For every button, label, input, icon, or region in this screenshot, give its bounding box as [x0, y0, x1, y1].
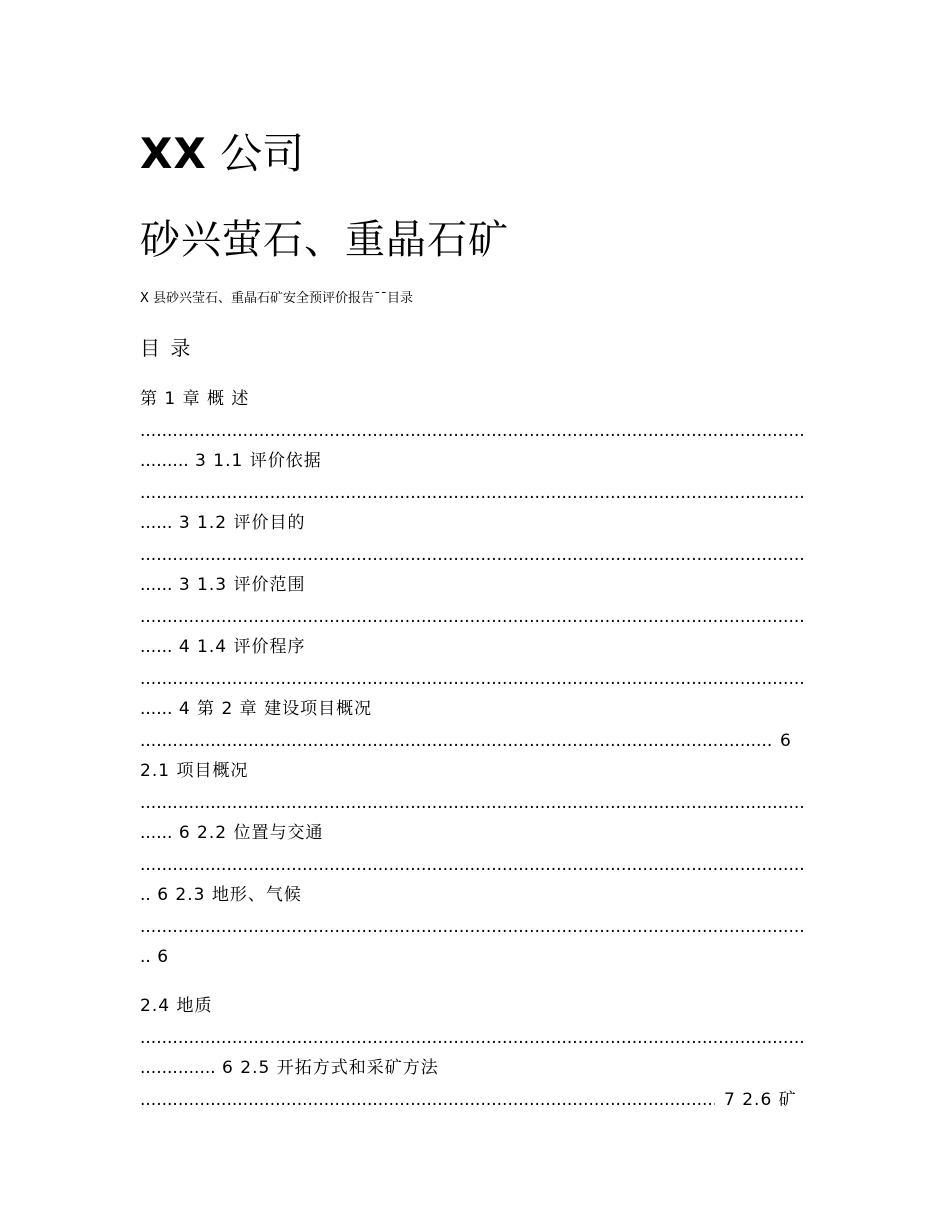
toc-entry-text: 6 2.3 地形、气候 — [150, 885, 302, 905]
toc-leader-dots — [140, 730, 772, 752]
toc-entry-leader: ...... — [140, 637, 173, 657]
toc-leader-dots — [140, 668, 804, 690]
toc-entry-2-1[interactable]: 2.1 项目概况 — [140, 761, 249, 781]
toc-entry-1-4[interactable] — [140, 636, 804, 658]
toc-leader-dots — [140, 792, 804, 814]
toc-entry-1-1[interactable] — [140, 450, 804, 472]
toc-entry-leader: ...... — [140, 513, 173, 533]
toc-entry-text: 4 1.4 评价程序 — [172, 637, 306, 657]
toc-leader-dots — [140, 606, 804, 628]
toc-entry-2-6[interactable]: 7 2.6 矿 — [724, 1090, 797, 1110]
toc-entry-page — [140, 946, 804, 968]
toc-entry-2-2[interactable] — [140, 822, 804, 844]
toc-entry-text: 3 1.1 评价依据 — [188, 451, 322, 471]
toc-entry-leader: ...... — [140, 575, 173, 595]
toc-leader-dots — [140, 544, 804, 566]
toc-entry-text: 3 1.3 评价范围 — [172, 575, 306, 595]
toc-entry-leader: .. — [140, 885, 151, 905]
toc-entry-text: 6 — [150, 947, 170, 967]
toc-entry-2-5[interactable] — [140, 1057, 804, 1079]
toc-leader-dots — [140, 420, 804, 442]
toc-entry-leader: .. — [140, 947, 151, 967]
toc-entry-leader: ......... — [140, 451, 189, 471]
company-title-latin: XX — [140, 129, 207, 178]
company-title-cn: 公司 — [220, 129, 305, 178]
company-title — [140, 128, 304, 180]
toc-page-number: 6 — [780, 731, 792, 751]
toc-entry-1-3[interactable] — [140, 574, 804, 596]
toc-entry-leader: .............. — [140, 1058, 216, 1078]
toc-entry-leader: ...... — [140, 823, 173, 843]
toc-leader-dots — [140, 1089, 715, 1111]
toc-entry-leader: ...... — [140, 699, 173, 719]
toc-entry-2-4[interactable]: 2.4 地质 — [140, 996, 213, 1016]
toc-chapter-1[interactable]: 第 1 章 概 述 — [140, 389, 250, 409]
toc-entry-text: 6 2.5 开拓方式和采矿方法 — [215, 1058, 439, 1078]
toc-entry-text: 6 2.2 位置与交通 — [172, 823, 324, 843]
toc-leader-dots — [140, 1027, 804, 1049]
toc-leader-dots — [140, 482, 804, 504]
toc-leader-dots — [140, 916, 804, 938]
toc-leader-dots — [140, 854, 804, 876]
toc-entry-2-3[interactable] — [140, 884, 804, 906]
toc-entry-text: 4 第 2 章 建设项目概况 — [172, 699, 373, 719]
toc-entry-text: 3 1.2 评价目的 — [172, 513, 306, 533]
toc-entry-1-2[interactable] — [140, 512, 804, 534]
toc-heading: 目 录 — [140, 336, 193, 360]
report-subtitle: X 县砂兴莹石、重晶石矿安全预评价报告¯¯目录 — [140, 291, 414, 306]
toc-chapter-2[interactable] — [140, 698, 804, 720]
mine-name-title: 砂兴萤石、重晶石矿 — [140, 217, 509, 263]
